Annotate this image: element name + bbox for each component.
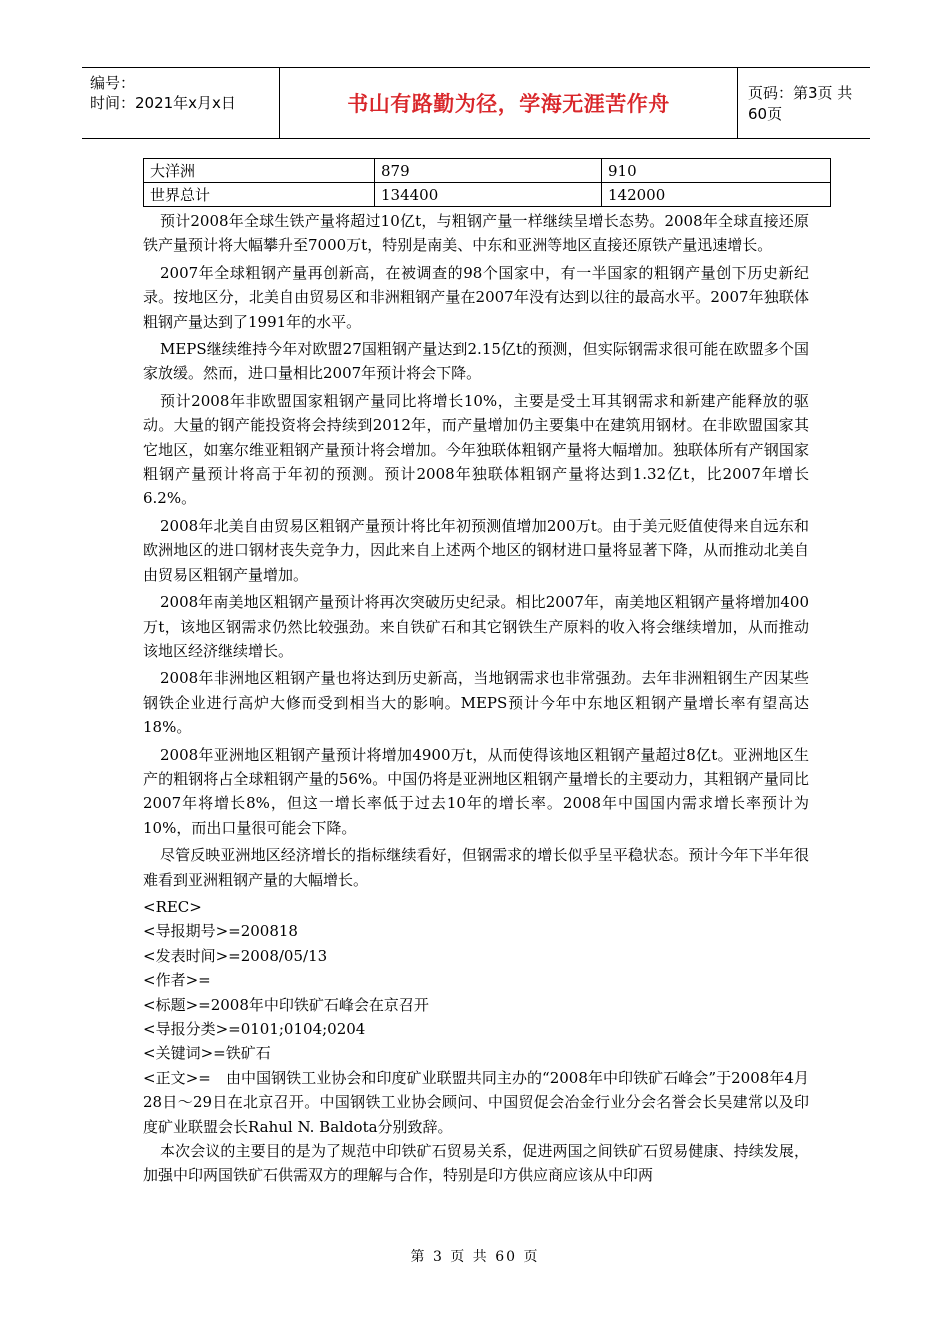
table-cell: 910 [602, 159, 831, 183]
table-cell: 142000 [602, 183, 831, 207]
table-cell: 世界总计 [144, 183, 375, 207]
header-motto-cell [280, 68, 738, 138]
page-header [82, 67, 870, 139]
paragraph: 2008年亚洲地区粗钢产量预计将增加4900万t，从而使得该地区粗钢产量超过8亿t。亚洲地区生产的粗钢将占全球粗钢产量的56%。中国仍将是亚洲地区粗钢产量增长的主要动力，其粗钢产量同比2007年将增长8%，但这一增长率低于过去10年的增长率。2008年中国国内需求增长率预计为10%，而出口量很可能会下降。 [143, 745, 809, 837]
paragraph: 预计2008年全球生铁产量将超过10亿t，与粗钢产量一样继续呈增长态势。2008年全球直接还原铁产量预计将大幅攀升至7000万t，特别是南美、中东和亚洲等地区直接还原铁产量迅速增长。 [143, 212, 809, 255]
paragraph: 2008年非洲地区粗钢产量也将达到历史新高，当地钢需求也非常强劲。去年非洲粗钢生产因某些钢铁企业进行高炉大修而受到相当大的影响。MEPS预计今年中东地区粗钢产量增长率有望高达18%。 [143, 669, 809, 737]
record-tag: <REC> [143, 897, 202, 916]
record-title: <标题>=2008年中印铁矿石峰会在京召开 [143, 995, 429, 1014]
article-body [143, 209, 809, 1191]
paragraph: MEPS继续维持今年对欧盟27国粗钢产量达到2.15亿t的预测，但实际钢需求很可能在欧盟多个国家放缓。然而，进口量相比2007年预计将会下降。 [143, 340, 809, 383]
header-info-cell [82, 68, 280, 138]
serial-label: 编号： [90, 74, 136, 92]
paragraph: 本次会议的主要目的是为了规范中印铁矿石贸易关系，促进两国之间铁矿石贸易健康、持续发展，加强中印两国铁矿石供需双方的理解与合作，特别是印方供应商应该从中印两 [143, 1142, 809, 1185]
record-category: <导报分类>=0101;0104;0204 [143, 1020, 366, 1038]
record-issue: <导报期号>=200818 [143, 922, 298, 941]
header-page-number: 页码：第3页 共60页 [748, 84, 853, 123]
paragraph: 2007年全球粗钢产量再创新高，在被调查的98个国家中，有一半国家的粗钢产量创下历史新纪录。按地区分，北美自由贸易区和非洲粗钢产量在2007年没有达到以往的最高水平。2007年独联体粗钢产量达到了1991年的水平。 [143, 263, 809, 331]
record-body: <正文>= 由中国钢铁工业协会和印度矿业联盟共同主办的“2008年中印铁矿石峰会”于2008年4月28日～29日在北京召开。中国钢铁工业协会顾问、中国贸促会冶金行业分会名誉会长吴建常以及印度矿业联盟会长Rahul N. Baldota分别致辞。 [143, 1068, 809, 1136]
motto: 书山有路勤为径，学海无涯苦作舟 [347, 92, 670, 116]
table-cell: 134400 [375, 183, 602, 207]
paragraph: 2008年北美自由贸易区粗钢产量预计将比年初预测值增加200万t。由于美元贬值使得来自远东和欧洲地区的进口钢材丧失竞争力，因此来自上述两个地区的钢材进口量将显著下降，从而推动北美自由贸易区粗钢产量增加。 [143, 516, 809, 584]
table-row [144, 159, 831, 183]
record-date: <发表时间>=2008/05/13 [143, 946, 328, 965]
table-cell: 879 [375, 159, 602, 183]
table-cell: 大洋洲 [144, 159, 375, 183]
page-footer: 第 3 页 共 60 页 [410, 1249, 540, 1265]
table-row [144, 183, 831, 207]
header-page-cell [738, 68, 870, 138]
paragraph: 尽管反映亚洲地区经济增长的指标继续看好，但钢需求的增长似乎呈平稳状态。预计今年下半年很难看到亚洲粗钢产量的大幅增长。 [143, 846, 809, 889]
paragraph: 预计2008年非欧盟国家粗钢产量同比将增长10%，主要是受土耳其钢需求和新建产能释放的驱动。大量的钢产能投资将会持续到2012年，而产量增加仍主要集中在建筑用钢材。在非欧盟国家其它地区，如塞尔维亚粗钢产量预计将会增加。今年独联体粗钢产量将大幅增加。独联体所有产钢国家粗钢产量预计将高于年初的预测。预计2008年独联体粗钢产量将达到1.32亿t，比2007年增长6.2%。 [143, 391, 809, 508]
paragraph: 2008年南美地区粗钢产量预计将再次突破历史纪录。相比2007年，南美地区粗钢产量将增加400万t，该地区钢需求仍然比较强劲。来自铁矿石和其它钢铁生产原料的收入将会继续增加，从而推动该地区经济继续增长。 [143, 593, 809, 660]
record-keywords: <关键词>=铁矿石 [143, 1044, 271, 1063]
production-table [143, 158, 831, 207]
date-label: 时间：2021年x月x日 [90, 94, 236, 112]
record-author: <作者>= [143, 971, 211, 990]
